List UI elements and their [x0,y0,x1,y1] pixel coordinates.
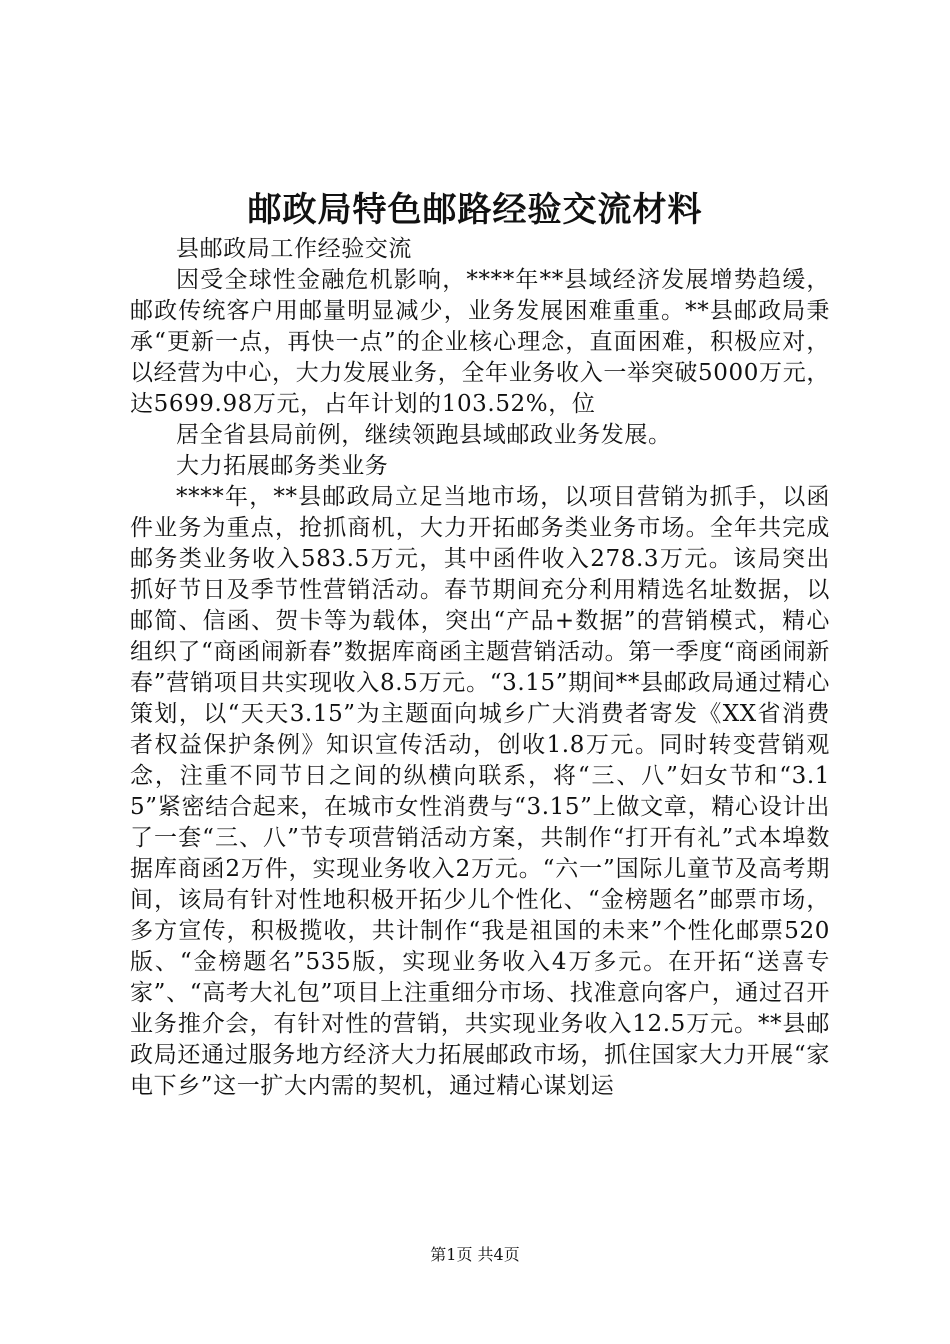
section-heading: 大力拓展邮务类业务 [176,453,389,479]
paragraph-ranking: 居全省县局前例，继续领跑县域邮政业务发展。 [176,422,672,448]
paragraph-intro: 因受全球性金融危机影响，****年**县域经济发展增势趋缓，邮政传统客户用邮量明显减少，业务发展困难重重。**县邮政局秉承“更新一点，再快一点”的企业核心理念，直面困难，积极应对，以经营为中心，大力发展业务，全年业务收入一举突破5000万元，达5699.98万元，占年计划的103.52%，位 [130,267,830,417]
document-body [130,234,830,1102]
document-title: 邮政局特色邮路经验交流材料 [247,190,703,230]
paragraph-mail-business: ****年，**县邮政局立足当地市场，以项目营销为抓手，以函件业务为重点，抢抓商机，大力开拓邮务类业务市场。全年共完成邮务类业务收入583.5万元，其中函件收入278.3万元。该局突出抓好节日及季节性营销活动。春节期间充分利用精选名址数据，以邮简、信函、贺卡等为载体，突出“产品+数据”的营销模式，精心组织了“商函闹新春”数据库商函主题营销活动。第一季度“商函闹新春”营销项目共实现收入8.5万元。“3.15”期间**县邮政局通过精心策划，以“天天3.15”为主题面向城乡广大消费者寄发《XX省消费者权益保护条例》知识宣传活动，创收1.8万元。同时转变营销观念，注重不同节日之间的纵横向联系，将“三、八”妇女节和“3.15”紧密结合起来，在城市女性消费与“3.15”上做文章，精心设计出了一套“三、八”节专项营销活动方案，共制作“打开有礼”式本埠数据库商函2万件，实现业务收入2万元。“六一”国际儿童节及高考期间，该局有针对性地积极开拓少儿个性化、“金榜题名”邮票市场，多方宣传，积极揽收，共计制作“我是祖国的未来”个性化邮票520版、“金榜题名”535版，实现业务收入4万多元。在开拓“送喜专家”、“高考大礼包”项目上注重细分市场、找准意向客户，通过召开业务推介会，有针对性的营销，共实现业务收入12.5万元。**县邮政局还通过服务地方经济大力拓展邮政市场，抓住国家大力开展“家电下乡”这一扩大内需的契机，通过精心谋划运 [130,484,830,1099]
page-footer: 第1页 共4页 [430,1245,520,1264]
paragraph-subtitle: 县邮政局工作经验交流 [176,236,412,262]
